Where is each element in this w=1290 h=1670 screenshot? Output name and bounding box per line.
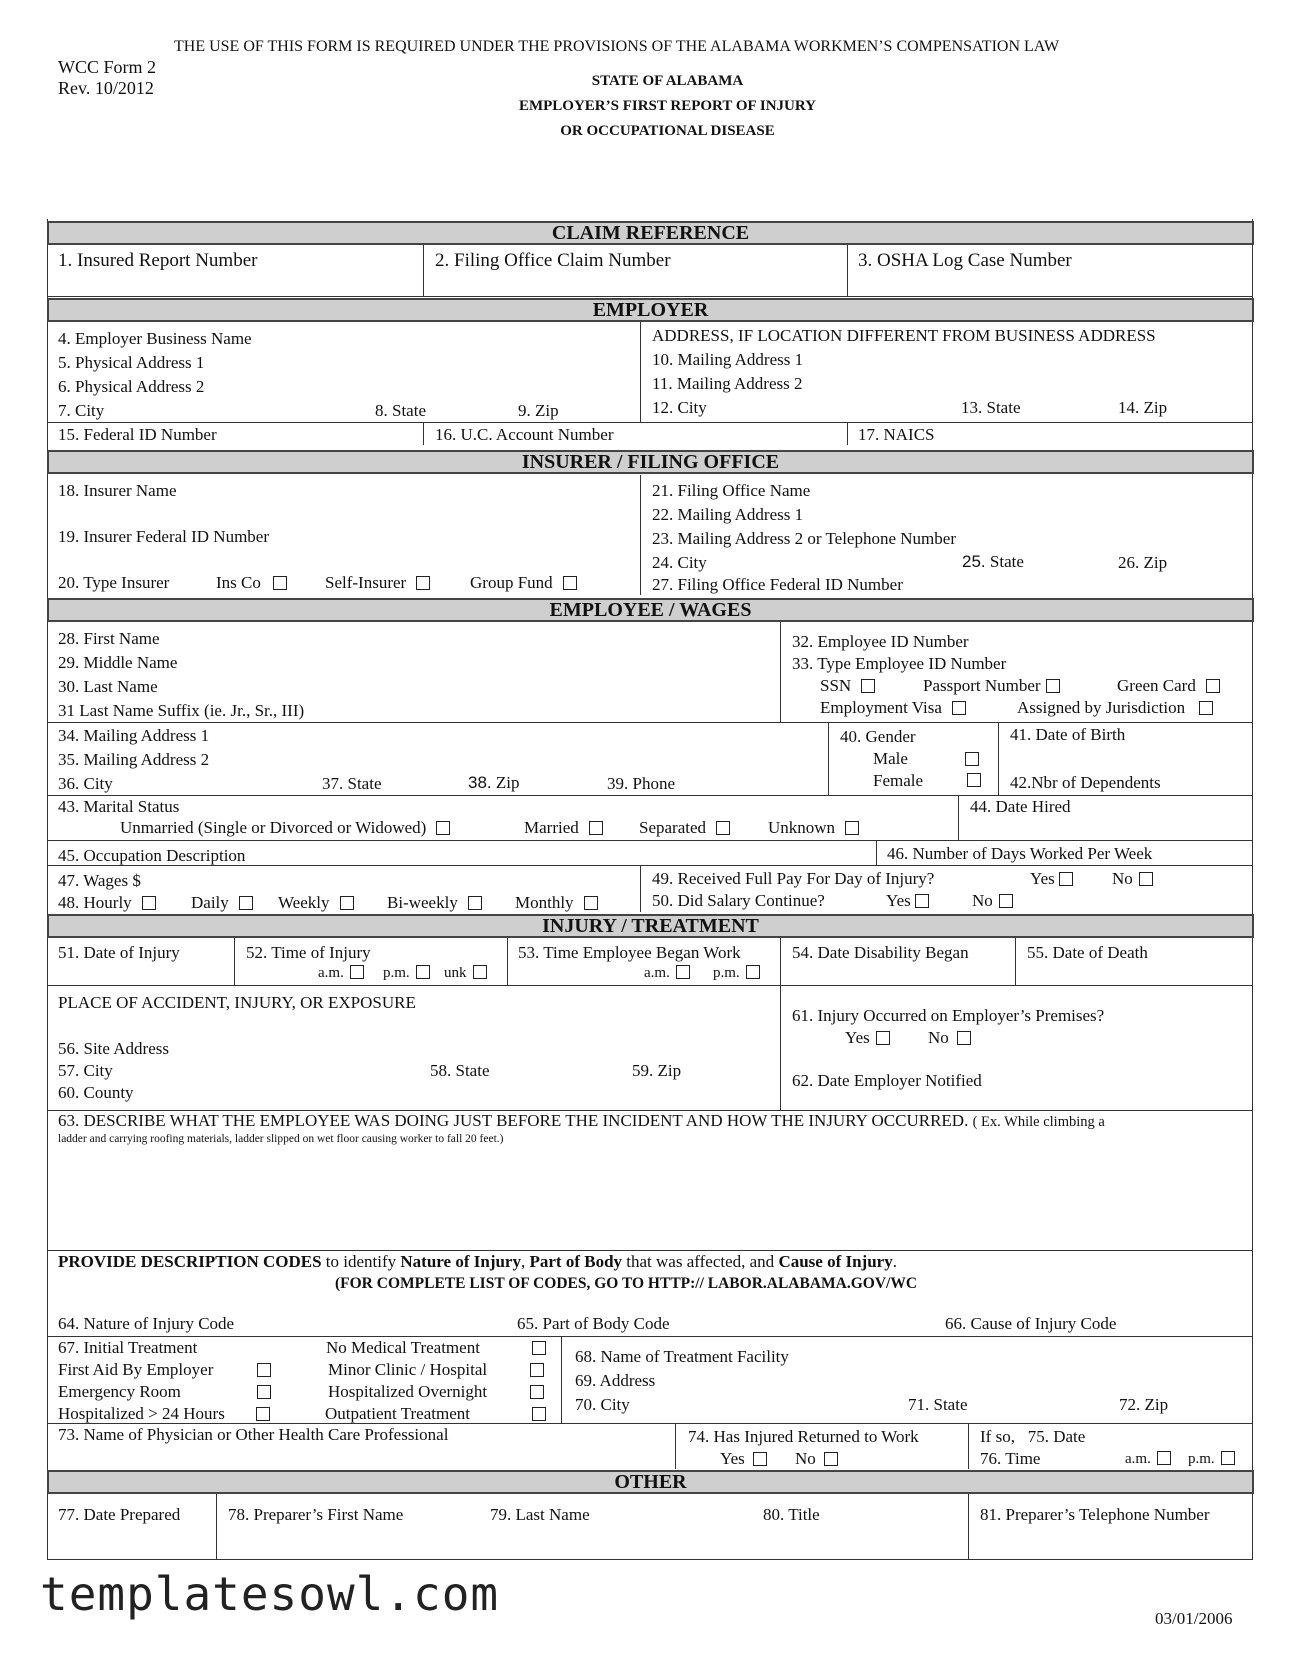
field-6-label: 6. Physical Address 2: [58, 377, 205, 396]
salary-no-checkbox[interactable]: [999, 894, 1013, 908]
treatment-er-label: Emergency Room: [58, 1382, 181, 1401]
field-39-label: 39. Phone: [607, 774, 675, 793]
field-70-label: 70. City: [575, 1395, 630, 1414]
field-50-label: 50. Did Salary Continue?: [652, 891, 825, 910]
field-57-label: 57. City: [58, 1061, 113, 1080]
married-checkbox[interactable]: [589, 821, 603, 835]
unmarried-checkbox[interactable]: [436, 821, 450, 835]
visa-checkbox[interactable]: [952, 701, 966, 715]
field-5-label: 5. Physical Address 1: [58, 353, 205, 372]
footer-date: 03/01/2006: [1155, 1609, 1233, 1628]
field-77-label: 77. Date Prepared: [58, 1505, 181, 1524]
field-26-label: 26. Zip: [1118, 553, 1168, 572]
no-treatment-checkbox[interactable]: [532, 1341, 546, 1355]
treatment-hosp24-label: Hospitalized > 24 Hours: [58, 1404, 225, 1423]
field-80-label: 80. Title: [763, 1505, 820, 1524]
section-employee-wages: EMPLOYEE / WAGES: [47, 598, 1254, 622]
premises-yes-checkbox[interactable]: [876, 1031, 890, 1045]
field-24-label: 24. City: [652, 553, 707, 572]
id-type-passport[interactable]: Passport Number: [923, 676, 1060, 696]
field-11-label: 11. Mailing Address 2: [652, 374, 803, 393]
description-codes-instruction: PROVIDE DESCRIPTION CODES to identify Nature of Injury, Part of Body that was affected, and Cause of Injury.: [58, 1252, 897, 1271]
field-29-label: 29. Middle Name: [58, 653, 178, 672]
field-62-label: 62. Date Employer Notified: [792, 1071, 982, 1090]
premises-no-checkbox[interactable]: [957, 1031, 971, 1045]
full-pay-no-checkbox[interactable]: [1139, 872, 1153, 886]
return-am-checkbox[interactable]: [1157, 1451, 1171, 1465]
type-insurer-group[interactable]: Group Fund: [470, 573, 577, 593]
monthly-checkbox[interactable]: [584, 896, 598, 910]
premises-no[interactable]: No: [928, 1028, 971, 1048]
field-46-label: 46. Number of Days Worked Per Week: [887, 844, 1153, 863]
field-40-label: 40. Gender: [840, 727, 916, 746]
hourly-checkbox[interactable]: [142, 896, 156, 910]
injury-am-checkbox[interactable]: [350, 965, 364, 979]
field-63-example: ladder and carrying roofing materials, ladder slipped on wet floor causing worker to fall 20 feet.): [58, 1133, 504, 1145]
field-61-label: 61. Injury Occurred on Employer’s Premises?: [792, 1006, 1105, 1025]
field-54-label: 54. Date Disability Began: [792, 943, 969, 962]
marital-unmarried[interactable]: Unmarried (Single or Divorced or Widowed): [120, 818, 450, 838]
field-17-label: 17. NAICS: [858, 425, 935, 444]
treatment-minor-label: Minor Clinic / Hospital: [328, 1360, 488, 1379]
first-aid-checkbox[interactable]: [257, 1363, 271, 1377]
injury-time-am[interactable]: a.m.: [318, 965, 364, 982]
field-74-label: 74. Has Injured Returned to Work: [688, 1427, 919, 1446]
field-12-label: 12. City: [652, 398, 707, 417]
field-15-label: 15. Federal ID Number: [58, 425, 217, 444]
biweekly-checkbox[interactable]: [468, 896, 482, 910]
passport-checkbox[interactable]: [1046, 679, 1060, 693]
field-47-label: 47. Wages $: [58, 871, 141, 890]
field-66-label: 66. Cause of Injury Code: [945, 1314, 1117, 1333]
daily-checkbox[interactable]: [239, 896, 253, 910]
return-time-am[interactable]: a.m.: [1125, 1451, 1171, 1468]
treatment-none-label: No Medical Treatment: [326, 1338, 480, 1357]
gender-female-checkbox[interactable]: [967, 773, 981, 787]
field-9-label: 9. Zip: [518, 401, 559, 420]
field-10-label: 10. Mailing Address 1: [652, 350, 804, 369]
ssn-checkbox[interactable]: [861, 679, 875, 693]
treatment-outpatient-label: Outpatient Treatment: [325, 1404, 470, 1423]
field-4-label: 4. Employer Business Name: [58, 329, 252, 348]
injury-pm-checkbox[interactable]: [416, 965, 430, 979]
field-19-label: 19. Insurer Federal ID Number: [58, 527, 270, 546]
treatment-first-aid-label: First Aid By Employer: [58, 1360, 214, 1379]
field-31-label: 31 Last Name Suffix (ie. Jr., Sr., III): [58, 701, 305, 720]
returned-no-checkbox[interactable]: [824, 1452, 838, 1466]
id-type-green-card[interactable]: Green Card: [1117, 676, 1220, 696]
field-41-label: 41. Date of Birth: [1010, 725, 1126, 744]
returned-yes[interactable]: Yes: [720, 1449, 767, 1469]
hosp24-checkbox[interactable]: [256, 1407, 270, 1421]
field-8-label: 8. State: [375, 401, 426, 420]
field-44-label: 44. Date Hired: [970, 797, 1071, 816]
full-pay-no[interactable]: No: [1112, 869, 1153, 889]
field-34-label: 34. Mailing Address 1: [58, 726, 210, 745]
field-53-label: 53. Time Employee Began Work: [518, 943, 741, 962]
field-36-label: 36. City: [58, 774, 113, 793]
field-71-label: 71. State: [908, 1395, 968, 1414]
salary-continue-no[interactable]: No: [972, 891, 1013, 911]
field-78-label: 78. Preparer’s First Name: [228, 1505, 404, 1524]
er-checkbox[interactable]: [257, 1385, 271, 1399]
watermark-logo: templatesowl.com: [40, 1567, 500, 1621]
treatment-overnight-label: Hospitalized Overnight: [328, 1382, 488, 1401]
field-65-label: 65. Part of Body Code: [517, 1314, 670, 1333]
field-21-label: 21. Filing Office Name: [652, 481, 811, 500]
outpatient-checkbox[interactable]: [532, 1407, 546, 1421]
state-title: STATE OF ALABAMA: [591, 73, 744, 89]
assigned-checkbox[interactable]: [1199, 701, 1213, 715]
marital-separated[interactable]: Separated: [639, 818, 730, 838]
began-work-am[interactable]: a.m.: [644, 965, 690, 982]
returned-yes-checkbox[interactable]: [753, 1452, 767, 1466]
section-claim-reference: CLAIM REFERENCE: [47, 221, 1254, 245]
wage-weekly[interactable]: Weekly: [278, 893, 354, 913]
field-59-label: 59. Zip: [632, 1061, 682, 1080]
field-22-label: 22. Mailing Address 1: [652, 505, 804, 524]
id-type-assigned[interactable]: Assigned by Jurisdiction: [1017, 698, 1213, 718]
field-18-label: 18. Insurer Name: [58, 481, 177, 500]
overnight-checkbox[interactable]: [530, 1385, 544, 1399]
id-type-ssn[interactable]: SSN: [820, 676, 875, 696]
marital-married[interactable]: Married: [524, 818, 603, 838]
field-7-label: 7. City: [58, 401, 105, 420]
field-1-label: 1. Insured Report Number: [58, 250, 258, 271]
field-63-label: 63. DESCRIBE WHAT THE EMPLOYEE WAS DOING JUST BEFORE THE INCIDENT AND HOW THE INJURY OCCURRED. ( Ex. While climbing a: [58, 1111, 1105, 1130]
minor-clinic-checkbox[interactable]: [530, 1363, 544, 1377]
field-23-label: 23. Mailing Address 2 or Telephone Number: [652, 529, 956, 548]
gender-male-checkbox[interactable]: [965, 752, 979, 766]
return-pm-checkbox[interactable]: [1221, 1451, 1235, 1465]
full-pay-yes[interactable]: Yes: [1030, 869, 1073, 889]
wage-biweekly[interactable]: Bi-weekly: [387, 893, 482, 913]
field-68-label: 68. Name of Treatment Facility: [575, 1347, 789, 1366]
wage-monthly[interactable]: Monthly: [515, 893, 598, 913]
green-card-checkbox[interactable]: [1206, 679, 1220, 693]
field-75-label: If so, 75. Date: [980, 1427, 1086, 1446]
report-title-2: OR OCCUPATIONAL DISEASE: [560, 123, 775, 139]
field-27-label: 27. Filing Office Federal ID Number: [652, 575, 903, 594]
field-73-label: 73. Name of Physician or Other Health Care Professional: [58, 1425, 449, 1444]
form-revision: Rev. 10/2012: [58, 78, 154, 98]
gender-male-label: Male: [873, 749, 908, 768]
field-64-label: 64. Nature of Injury Code: [58, 1314, 235, 1333]
field-33-label: 33. Type Employee ID Number: [792, 654, 1007, 673]
returned-no[interactable]: No: [795, 1449, 838, 1469]
injury-time-unk[interactable]: unk: [444, 965, 487, 982]
began-am-checkbox[interactable]: [676, 965, 690, 979]
field-25-label: 25. State: [962, 552, 1024, 571]
salary-yes-checkbox[interactable]: [915, 894, 929, 908]
field-52-label: 52. Time of Injury: [246, 943, 371, 962]
injury-time-pm[interactable]: p.m.: [383, 965, 430, 982]
form-id: WCC Form 2: [58, 57, 157, 77]
wage-daily[interactable]: Daily: [191, 893, 253, 913]
gender-female-label: Female: [873, 771, 924, 790]
section-employer: EMPLOYER: [47, 298, 1254, 322]
section-insurer: INSURER / FILING OFFICE: [47, 450, 1254, 474]
began-pm-checkbox[interactable]: [746, 965, 760, 979]
place-of-accident-label: PLACE OF ACCIDENT, INJURY, OR EXPOSURE: [58, 993, 416, 1012]
field-56-label: 56. Site Address: [58, 1039, 169, 1058]
field-32-label: 32. Employee ID Number: [792, 632, 969, 651]
field-42-label: 42.Nbr of Dependents: [1010, 773, 1161, 792]
field-28-label: 28. First Name: [58, 629, 160, 648]
self-insurer-checkbox[interactable]: [416, 576, 430, 590]
field-69-label: 69. Address: [575, 1371, 656, 1390]
injury-unk-checkbox[interactable]: [473, 965, 487, 979]
separated-checkbox[interactable]: [716, 821, 730, 835]
group-fund-checkbox[interactable]: [563, 576, 577, 590]
weekly-checkbox[interactable]: [340, 896, 354, 910]
field-45-label: 45. Occupation Description: [58, 846, 246, 865]
field-13-label: 13. State: [961, 398, 1021, 417]
field-2-label: 2. Filing Office Claim Number: [435, 250, 671, 271]
marital-unknown[interactable]: Unknown: [768, 818, 859, 838]
type-insurer-self[interactable]: Self-Insurer: [325, 573, 430, 593]
form-notice: THE USE OF THIS FORM IS REQUIRED UNDER THE PROVISIONS OF THE ALABAMA WORKMEN’S COMPENSATION LAW: [174, 38, 1060, 55]
codes-link[interactable]: (FOR COMPLETE LIST OF CODES, GO TO HTTP:// LABOR.ALABAMA.GOV/WC: [335, 1275, 918, 1292]
salary-continue-yes[interactable]: Yes: [886, 891, 929, 911]
field-38-label: 38. Zip: [468, 773, 520, 792]
field-20-label: 20. Type Insurer: [58, 573, 170, 592]
field-3-label: 3. OSHA Log Case Number: [858, 250, 1072, 271]
field-16-label: 16. U.C. Account Number: [435, 425, 614, 444]
wage-hourly[interactable]: 48. Hourly: [58, 893, 156, 913]
section-other: OTHER: [47, 1470, 1254, 1494]
field-51-label: 51. Date of Injury: [58, 943, 180, 962]
field-43-label: 43. Marital Status: [58, 797, 180, 816]
field-79-label: 79. Last Name: [490, 1505, 590, 1524]
field-14-label: 14. Zip: [1118, 398, 1168, 417]
field-55-label: 55. Date of Death: [1027, 943, 1148, 962]
insco-checkbox[interactable]: [273, 576, 287, 590]
field-72-label: 72. Zip: [1119, 1395, 1169, 1414]
field-35-label: 35. Mailing Address 2: [58, 750, 210, 769]
field-81-label: 81. Preparer’s Telephone Number: [980, 1505, 1210, 1524]
address-different-label: ADDRESS, IF LOCATION DIFFERENT FROM BUSINESS ADDRESS: [652, 326, 1156, 345]
field-37-label: 37. State: [322, 774, 382, 793]
report-title-1: EMPLOYER’S FIRST REPORT OF INJURY: [518, 98, 817, 114]
return-time-pm[interactable]: p.m.: [1188, 1451, 1235, 1468]
unknown-checkbox[interactable]: [845, 821, 859, 835]
field-76-label: 76. Time: [980, 1449, 1041, 1468]
premises-yes[interactable]: Yes: [845, 1028, 890, 1048]
type-insurer-insco[interactable]: Ins Co: [216, 573, 287, 593]
section-injury-treatment: INJURY / TREATMENT: [47, 914, 1254, 938]
field-30-label: 30. Last Name: [58, 677, 158, 696]
field-58-label: 58. State: [430, 1061, 490, 1080]
field-49-label: 49. Received Full Pay For Day of Injury?: [652, 869, 935, 888]
began-work-pm[interactable]: p.m.: [713, 965, 760, 982]
field-60-label: 60. County: [58, 1083, 134, 1102]
id-type-visa[interactable]: Employment Visa: [820, 698, 966, 718]
field-67-label: 67. Initial Treatment: [58, 1338, 198, 1357]
full-pay-yes-checkbox[interactable]: [1059, 872, 1073, 886]
